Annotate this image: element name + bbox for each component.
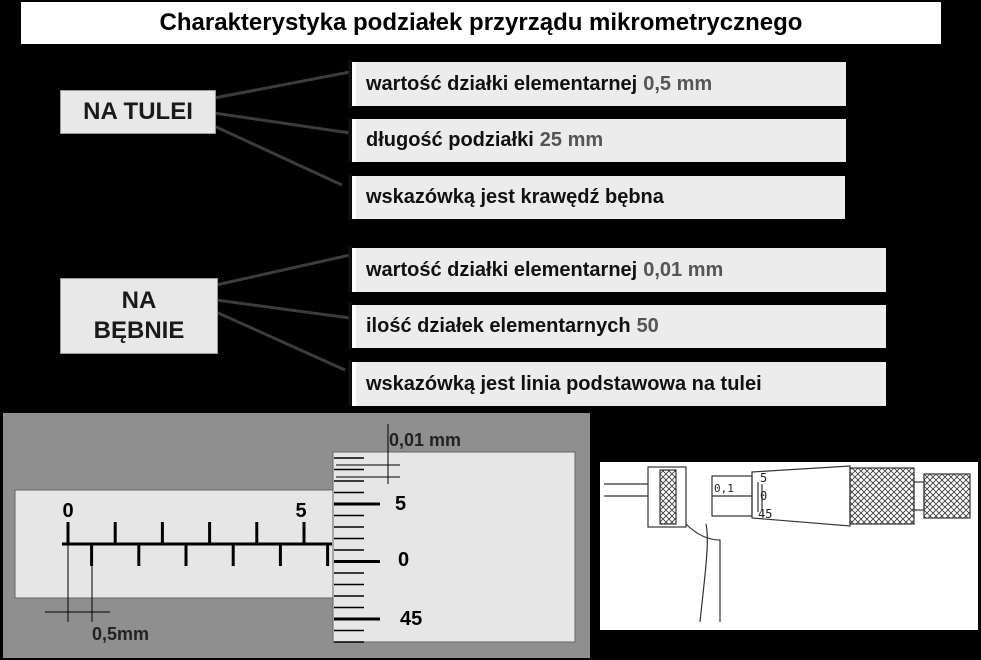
frame-inner xyxy=(700,524,707,622)
info-text: wartość działki elementarnej xyxy=(366,72,638,95)
group-label-line-2: BĘBNIE xyxy=(93,317,185,344)
spindle-lines xyxy=(604,484,648,496)
info-value: 50 xyxy=(636,315,659,337)
group-label-line-1: NA xyxy=(121,287,157,314)
thimble-body xyxy=(333,452,575,642)
division-label-thimble: 0,01 mm xyxy=(389,430,462,450)
lock-knurl xyxy=(660,470,676,524)
info-value: 0,5 mm xyxy=(643,72,713,95)
sleeve-label-0: 0 xyxy=(62,500,74,522)
ratchet-knurl xyxy=(850,468,914,524)
group-label-tulei: NA TULEI xyxy=(60,90,216,134)
drawing-sleeve-text: 0,1 xyxy=(714,482,734,495)
thimble-label-0: 0 xyxy=(398,549,410,571)
info-value: 25 mm xyxy=(539,129,604,151)
sleeve-label-5: 5 xyxy=(295,500,307,522)
thimble-label-45: 45 xyxy=(400,608,423,630)
drawing-thimble-mark-0: 0 xyxy=(760,489,768,503)
drawing-thimble-mark-45: 45 xyxy=(758,507,773,521)
info-value: 0,01 mm xyxy=(643,258,724,281)
drawing-thimble-mark-5: 5 xyxy=(760,471,768,485)
info-text: wskazówką jest linia podstawowa na tulei xyxy=(366,372,762,395)
page-title: Charakterystyka podziałek przyrządu mikrometrycznego xyxy=(21,2,941,44)
info-text: wartość działki elementarnej xyxy=(366,258,638,281)
micrometer-drawing xyxy=(600,462,978,630)
thimble-label-5: 5 xyxy=(395,493,407,515)
micrometer-illustration xyxy=(600,462,978,630)
division-label-sleeve: 0,5mm xyxy=(92,624,150,644)
info-text: długość podziałki xyxy=(366,129,534,151)
frame-left xyxy=(686,524,720,622)
info-text: ilość działek elementarnych xyxy=(366,315,631,337)
info-text: wskazówką jest krawędź bębna xyxy=(366,186,664,208)
end-knurl xyxy=(924,474,970,518)
